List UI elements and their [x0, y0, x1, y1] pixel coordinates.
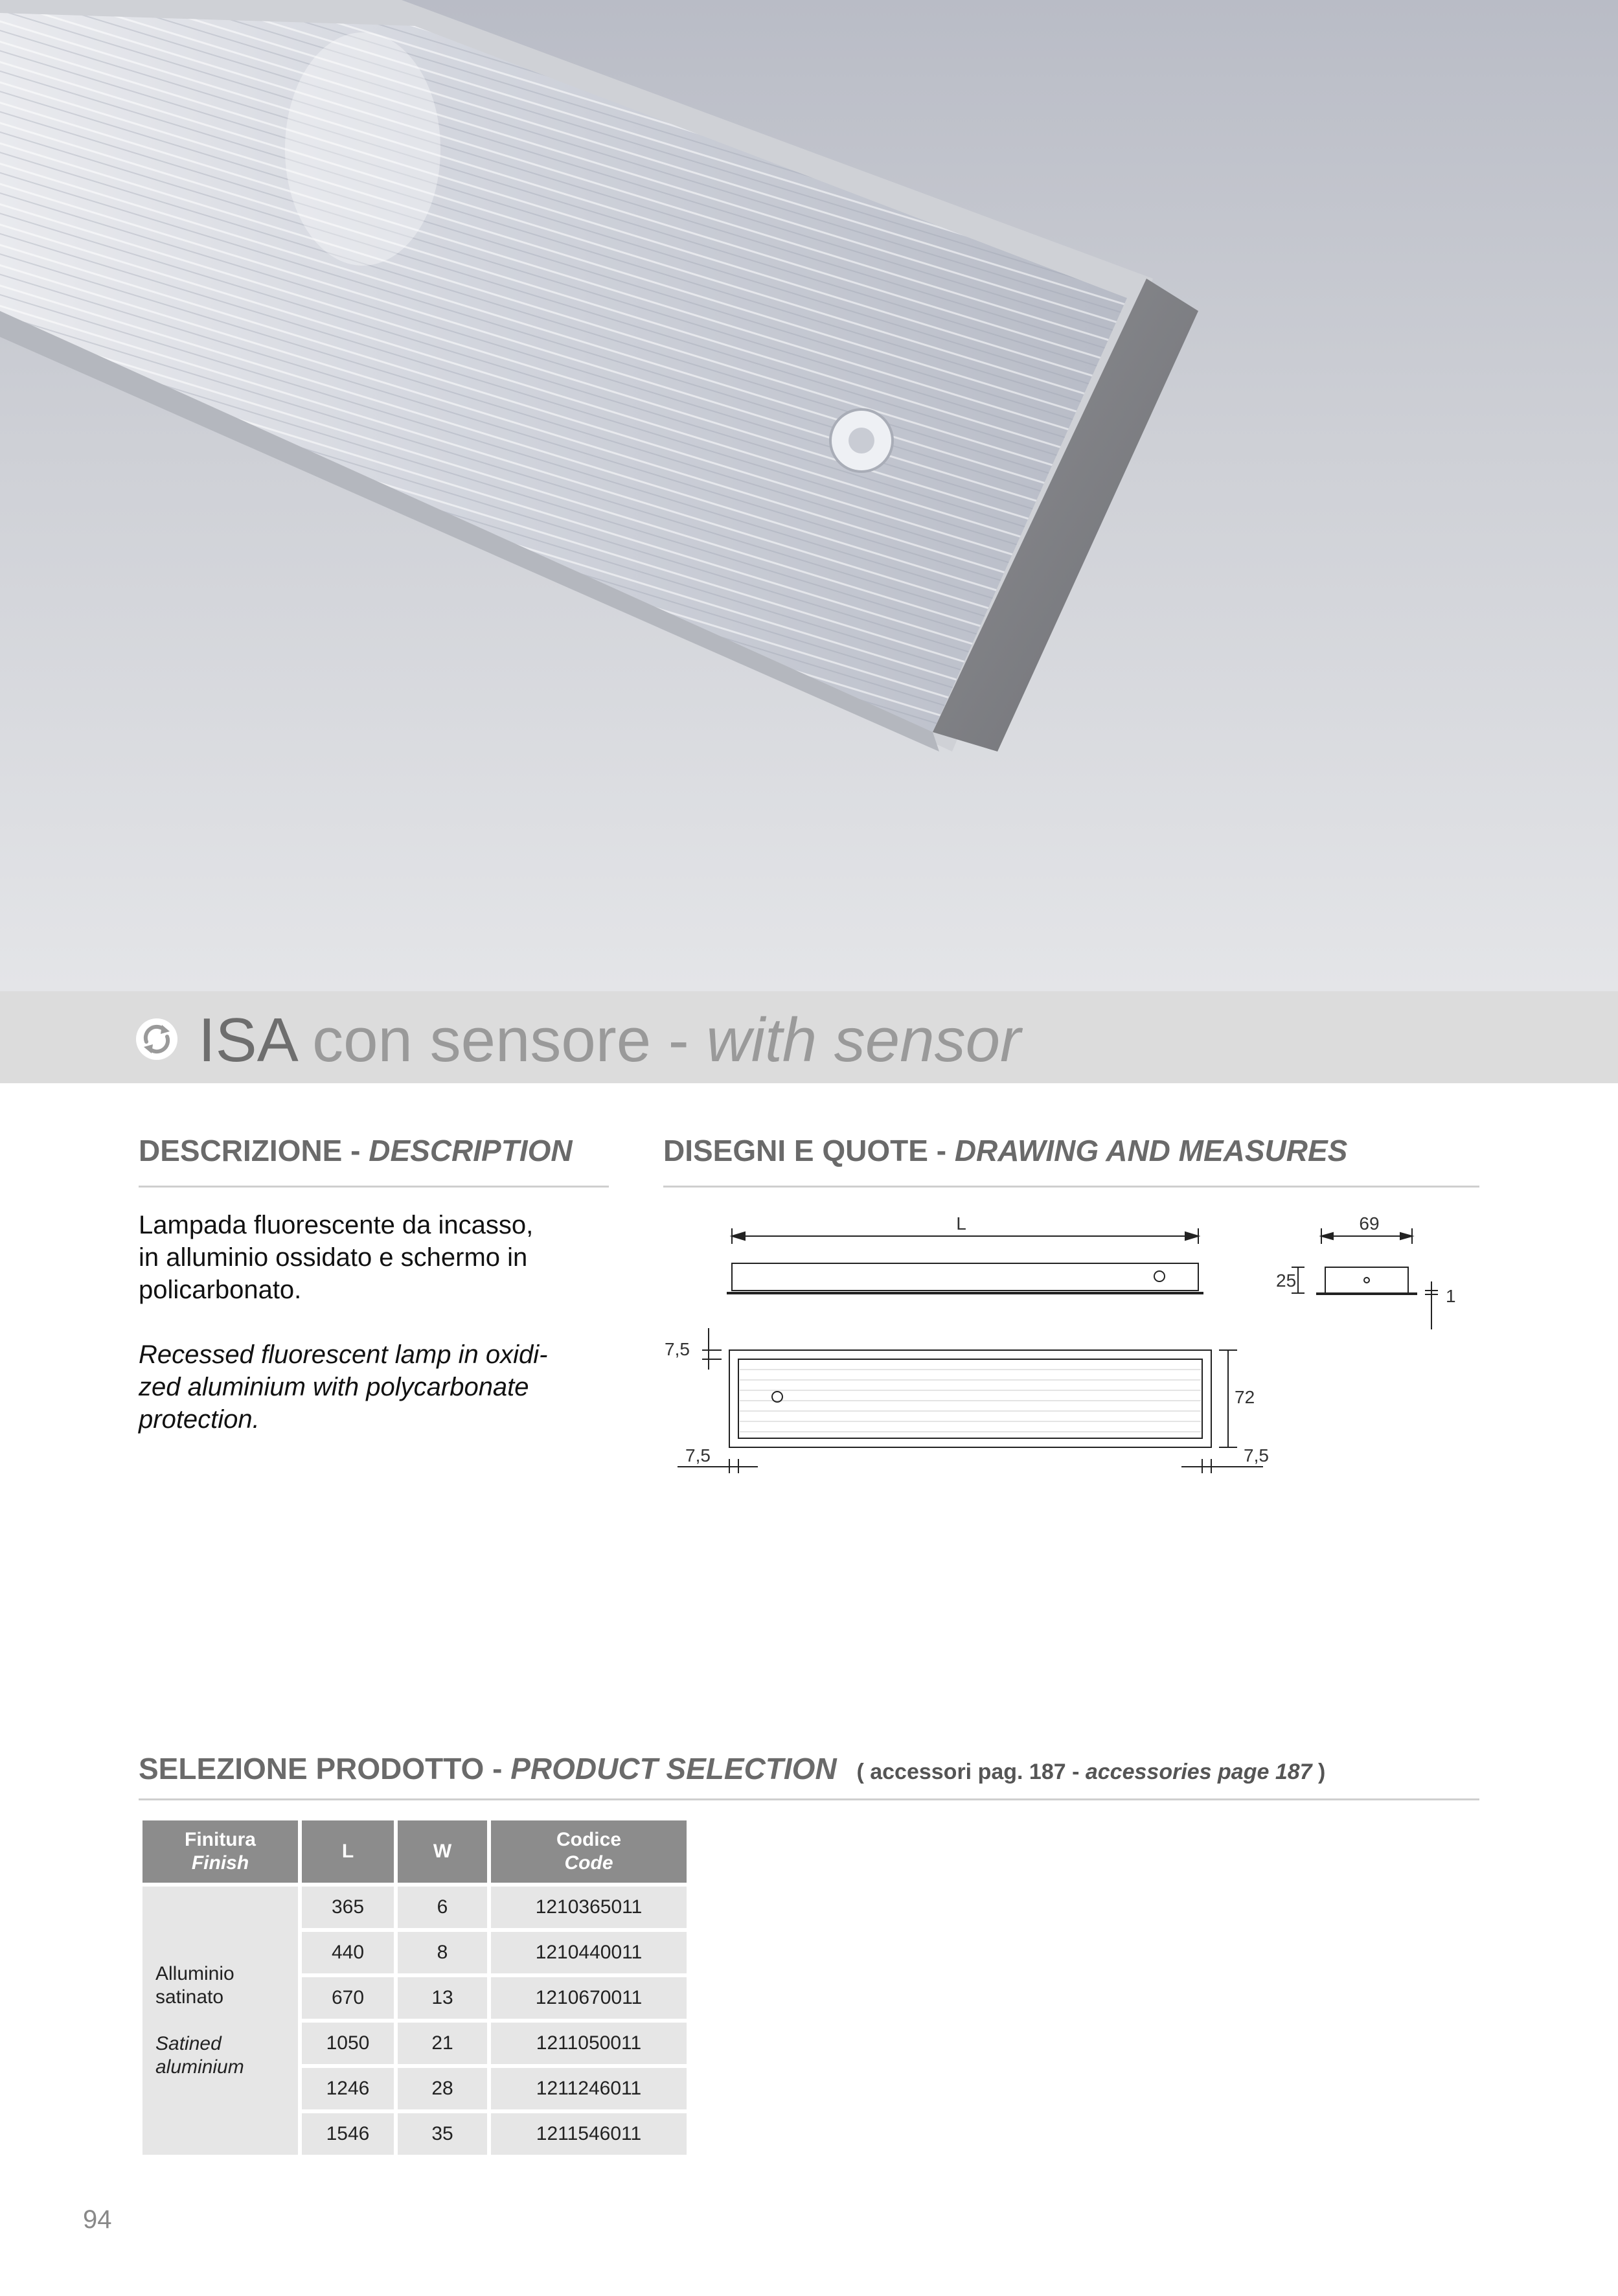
cell-l: 365	[302, 1887, 394, 1928]
title-italian: con sensore -	[312, 1005, 689, 1075]
cell-w: 28	[398, 2068, 487, 2109]
dim-flange: 1	[1446, 1286, 1456, 1306]
cell-w: 21	[398, 2023, 487, 2064]
title-brand: ISA	[198, 1005, 295, 1075]
dim-plan-height: 72	[1235, 1387, 1255, 1407]
cell-w: 13	[398, 1977, 487, 2019]
description-heading-it: DESCRIZIONE -	[139, 1134, 361, 1167]
col-finish-en: Finish	[191, 1852, 249, 1874]
technical-drawing	[654, 1205, 1496, 1484]
description-text-en	[139, 1338, 592, 1436]
dim-end-height: 25	[1276, 1270, 1297, 1291]
col-w: W	[398, 1820, 487, 1883]
cell-code: 1210365011	[491, 1887, 687, 1928]
finish-it-line: Alluminio	[155, 1963, 234, 1984]
col-finish	[142, 1820, 298, 1883]
cell-code: 1211546011	[491, 2113, 687, 2155]
cell-code: 1211050011	[491, 2023, 687, 2064]
cell-l: 1546	[302, 2113, 394, 2155]
cell-code: 1210670011	[491, 1977, 687, 2019]
cell-l: 670	[302, 1977, 394, 2019]
cell-w: 35	[398, 2113, 487, 2155]
cell-l: 1246	[302, 2068, 394, 2109]
finish-cell	[142, 1887, 298, 2155]
sensor-cycle-icon	[135, 1017, 179, 1061]
selection-heading-it: SELEZIONE PRODOTTO -	[139, 1752, 503, 1785]
drawing-heading	[663, 1131, 1347, 1170]
cell-code: 1210440011	[491, 1932, 687, 1973]
accessories-note-en: accessories page 187	[1085, 1760, 1312, 1784]
finish-en-line: aluminium	[155, 2056, 244, 2078]
col-code	[491, 1820, 687, 1883]
page-title	[198, 1002, 1021, 1079]
cell-l: 440	[302, 1932, 394, 1973]
description-line: Recessed fluorescent lamp in oxidi-	[139, 1340, 548, 1369]
accessories-note	[856, 1760, 1325, 1784]
col-code-it: Codice	[556, 1829, 622, 1850]
accessories-note-it: ( accessori pag. 187 -	[856, 1760, 1080, 1784]
description-line: in alluminio ossidato e schermo in	[139, 1243, 528, 1272]
selection-rule	[139, 1798, 1479, 1800]
description-line: Lampada fluorescente da incasso,	[139, 1211, 534, 1239]
description-heading-en: DESCRIPTION	[369, 1134, 573, 1167]
cell-w: 6	[398, 1887, 487, 1928]
description-line: protection.	[139, 1405, 260, 1434]
cell-w: 8	[398, 1932, 487, 1973]
finish-en-line: Satined	[155, 2033, 222, 2054]
drawing-heading-en: DRAWING AND MEASURES	[954, 1134, 1348, 1167]
selection-heading-en: PRODUCT SELECTION	[510, 1752, 837, 1785]
finish-it-line: satinato	[155, 1986, 224, 2008]
selection-heading	[139, 1749, 1325, 1791]
description-heading	[139, 1131, 573, 1170]
description-rule	[139, 1186, 609, 1188]
cell-code: 1211246011	[491, 2068, 687, 2109]
dim-margin-top: 7,5	[665, 1339, 690, 1359]
description-line: policarbonato.	[139, 1276, 302, 1304]
col-l: L	[302, 1820, 394, 1883]
accessories-note-close: )	[1318, 1760, 1326, 1784]
dim-end-width: 69	[1359, 1213, 1380, 1234]
product-photo	[0, 0, 1618, 991]
table-row	[142, 1887, 687, 1928]
title-english: with sensor	[706, 1005, 1021, 1075]
description-line: zed aluminium with polycarbonate	[139, 1373, 529, 1401]
drawing-rule	[663, 1186, 1479, 1188]
product-table	[139, 1817, 690, 2159]
drawing-heading-it: DISEGNI E QUOTE -	[663, 1134, 947, 1167]
dim-margin-left: 7,5	[685, 1445, 711, 1465]
dim-margin-right: 7,5	[1244, 1445, 1269, 1465]
dim-length: L	[956, 1213, 966, 1234]
cell-l: 1050	[302, 2023, 394, 2064]
table-header-row	[142, 1820, 687, 1883]
description-text-it	[139, 1209, 592, 1306]
page-number: 94	[83, 2205, 112, 2234]
col-code-en: Code	[564, 1852, 613, 1874]
col-finish-it: Finitura	[185, 1829, 256, 1850]
